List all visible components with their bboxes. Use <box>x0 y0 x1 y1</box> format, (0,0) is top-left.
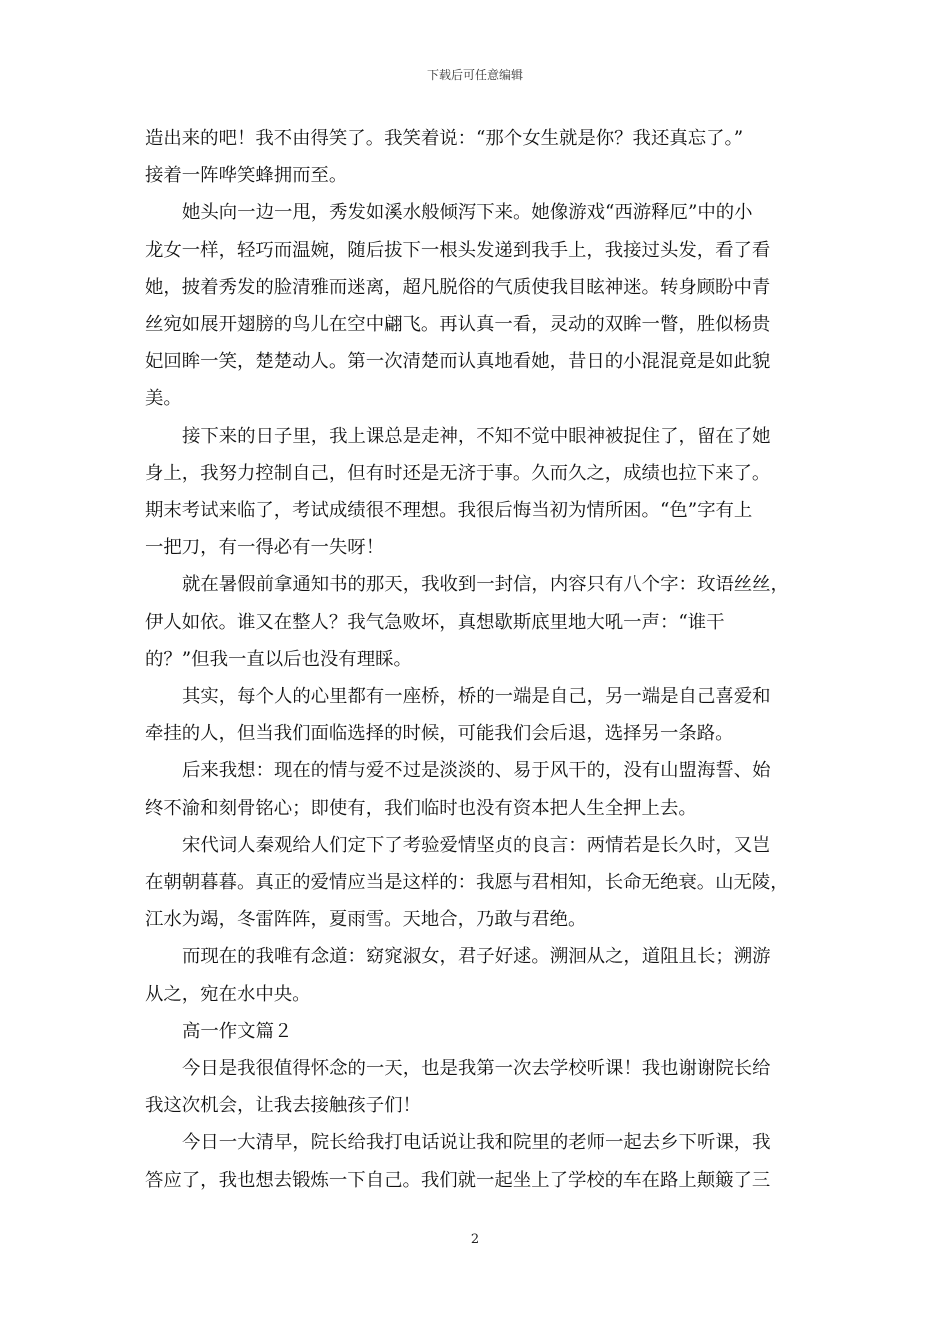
paragraph-line: 而现在的我唯有念道：窈窕淑女，君子好逑。溯洄从之，道阻且长；溯游 <box>182 946 771 968</box>
paragraph-line: 接着一阵哗笑蜂拥而至。 <box>145 165 348 187</box>
paragraph-line: 牵挂的人，但当我们面临选择的时候，可能我们会后退，选择另一条路。 <box>145 723 734 745</box>
paragraph-line: 妃回眸一笑，楚楚动人。第一次清楚而认真地看她，昔日的小混混竟是如此貌 <box>145 351 771 373</box>
paragraph-line: 伊人如依。谁又在整人？我气急败坏，真想歇斯底里地大吼一声：“谁干 <box>145 611 725 633</box>
paragraph-line: 期末考试来临了，考试成绩很不理想。我很后悔当初为情所困。“色”字有上 <box>145 500 753 522</box>
paragraph <box>145 566 817 678</box>
paragraph-line: 接下来的日子里，我上课总是走神，不知不觉中眼神被捉住了，留在了她 <box>182 425 771 447</box>
paragraph <box>145 752 817 826</box>
paragraph <box>145 194 817 417</box>
page-number: 2 <box>470 1232 480 1247</box>
paragraph-line: 宋代词人秦观给人们定下了考验爱情坚贞的良言：两情若是长久时，又岂 <box>182 834 771 856</box>
paragraph-line: 今日是我很值得怀念的一天，也是我第一次去学校听课！我也谢谢院长给 <box>182 1058 771 1080</box>
paragraph-line: 就在暑假前拿通知书的那天，我收到一封信，内容只有八个字：玫语丝丝， <box>182 574 789 596</box>
paragraph-line: 其实，每个人的心里都有一座桥，桥的一端是自己，另一端是自己喜爱和 <box>182 686 771 708</box>
paragraph-line: 造出来的吧！我不由得笑了。我笑着说：“那个女生就是你？我还真忘了。” <box>145 128 744 149</box>
document-body <box>145 120 817 1199</box>
page-header: 下载后可任意编辑 <box>426 68 523 82</box>
paragraph-line: 从之，宛在水中央。 <box>145 983 311 1005</box>
paragraph-line: 她，披着秀发的脸清雅而迷离，超凡脱俗的气质使我目眩神迷。转身顾盼中青 <box>145 276 771 298</box>
paragraph-line: 美。 <box>145 388 182 410</box>
paragraph-line: 我这次机会，让我去接触孩子们！ <box>145 1095 421 1117</box>
paragraph <box>145 418 817 567</box>
paragraph <box>145 678 817 752</box>
paragraph-line: 丝宛如展开翅膀的鸟儿在空中翩飞。再认真一看，灵动的双眸一瞥，胜似杨贵 <box>145 314 771 336</box>
paragraph-line: 后来我想：现在的情与爱不过是淡淡的、易于风干的，没有山盟海誓、始 <box>182 760 771 782</box>
paragraph-line: 的？”但我一直以后也没有理睬。 <box>145 648 412 670</box>
paragraph <box>145 938 817 1012</box>
paragraph-line: 她头向一边一甩，秀发如溪水般倾泻下来。她像游戏“西游释厄”中的小 <box>182 202 753 224</box>
paragraph <box>145 1013 817 1050</box>
paragraph-line: 今日一大清早，院长给我打电话说让我和院里的老师一起去乡下听课，我 <box>182 1132 771 1154</box>
paragraph <box>145 120 817 194</box>
paragraph-line: 江水为竭，冬雷阵阵，夏雨雪。天地合，乃敢与君绝。 <box>145 909 587 931</box>
paragraph-line: 在朝朝暮暮。真正的爱情应当是这样的：我愿与君相知，长命无绝衰。山无陵， <box>145 872 789 894</box>
paragraph <box>145 1124 817 1198</box>
paragraph-line: 身上，我努力控制自己，但有时还是无济于事。久而久之，成绩也拉下来了。 <box>145 462 771 484</box>
paragraph-line: 一把刀，有一得必有一失呀！ <box>145 537 385 559</box>
paragraph-line: 龙女一样，轻巧而温婉，随后拔下一根头发递到我手上，我接过头发，看了看 <box>145 239 771 261</box>
paragraph <box>145 1050 817 1124</box>
paragraph-line: 答应了，我也想去锻炼一下自己。我们就一起坐上了学校的车在路上颠簸了三 <box>145 1169 771 1191</box>
paragraph-line: 终不渝和刻骨铭心；即使有，我们临时也没有资本把人生全押上去。 <box>145 797 697 819</box>
paragraph <box>145 827 817 939</box>
paragraph-line: 高一作文篇２ <box>182 1020 293 1042</box>
